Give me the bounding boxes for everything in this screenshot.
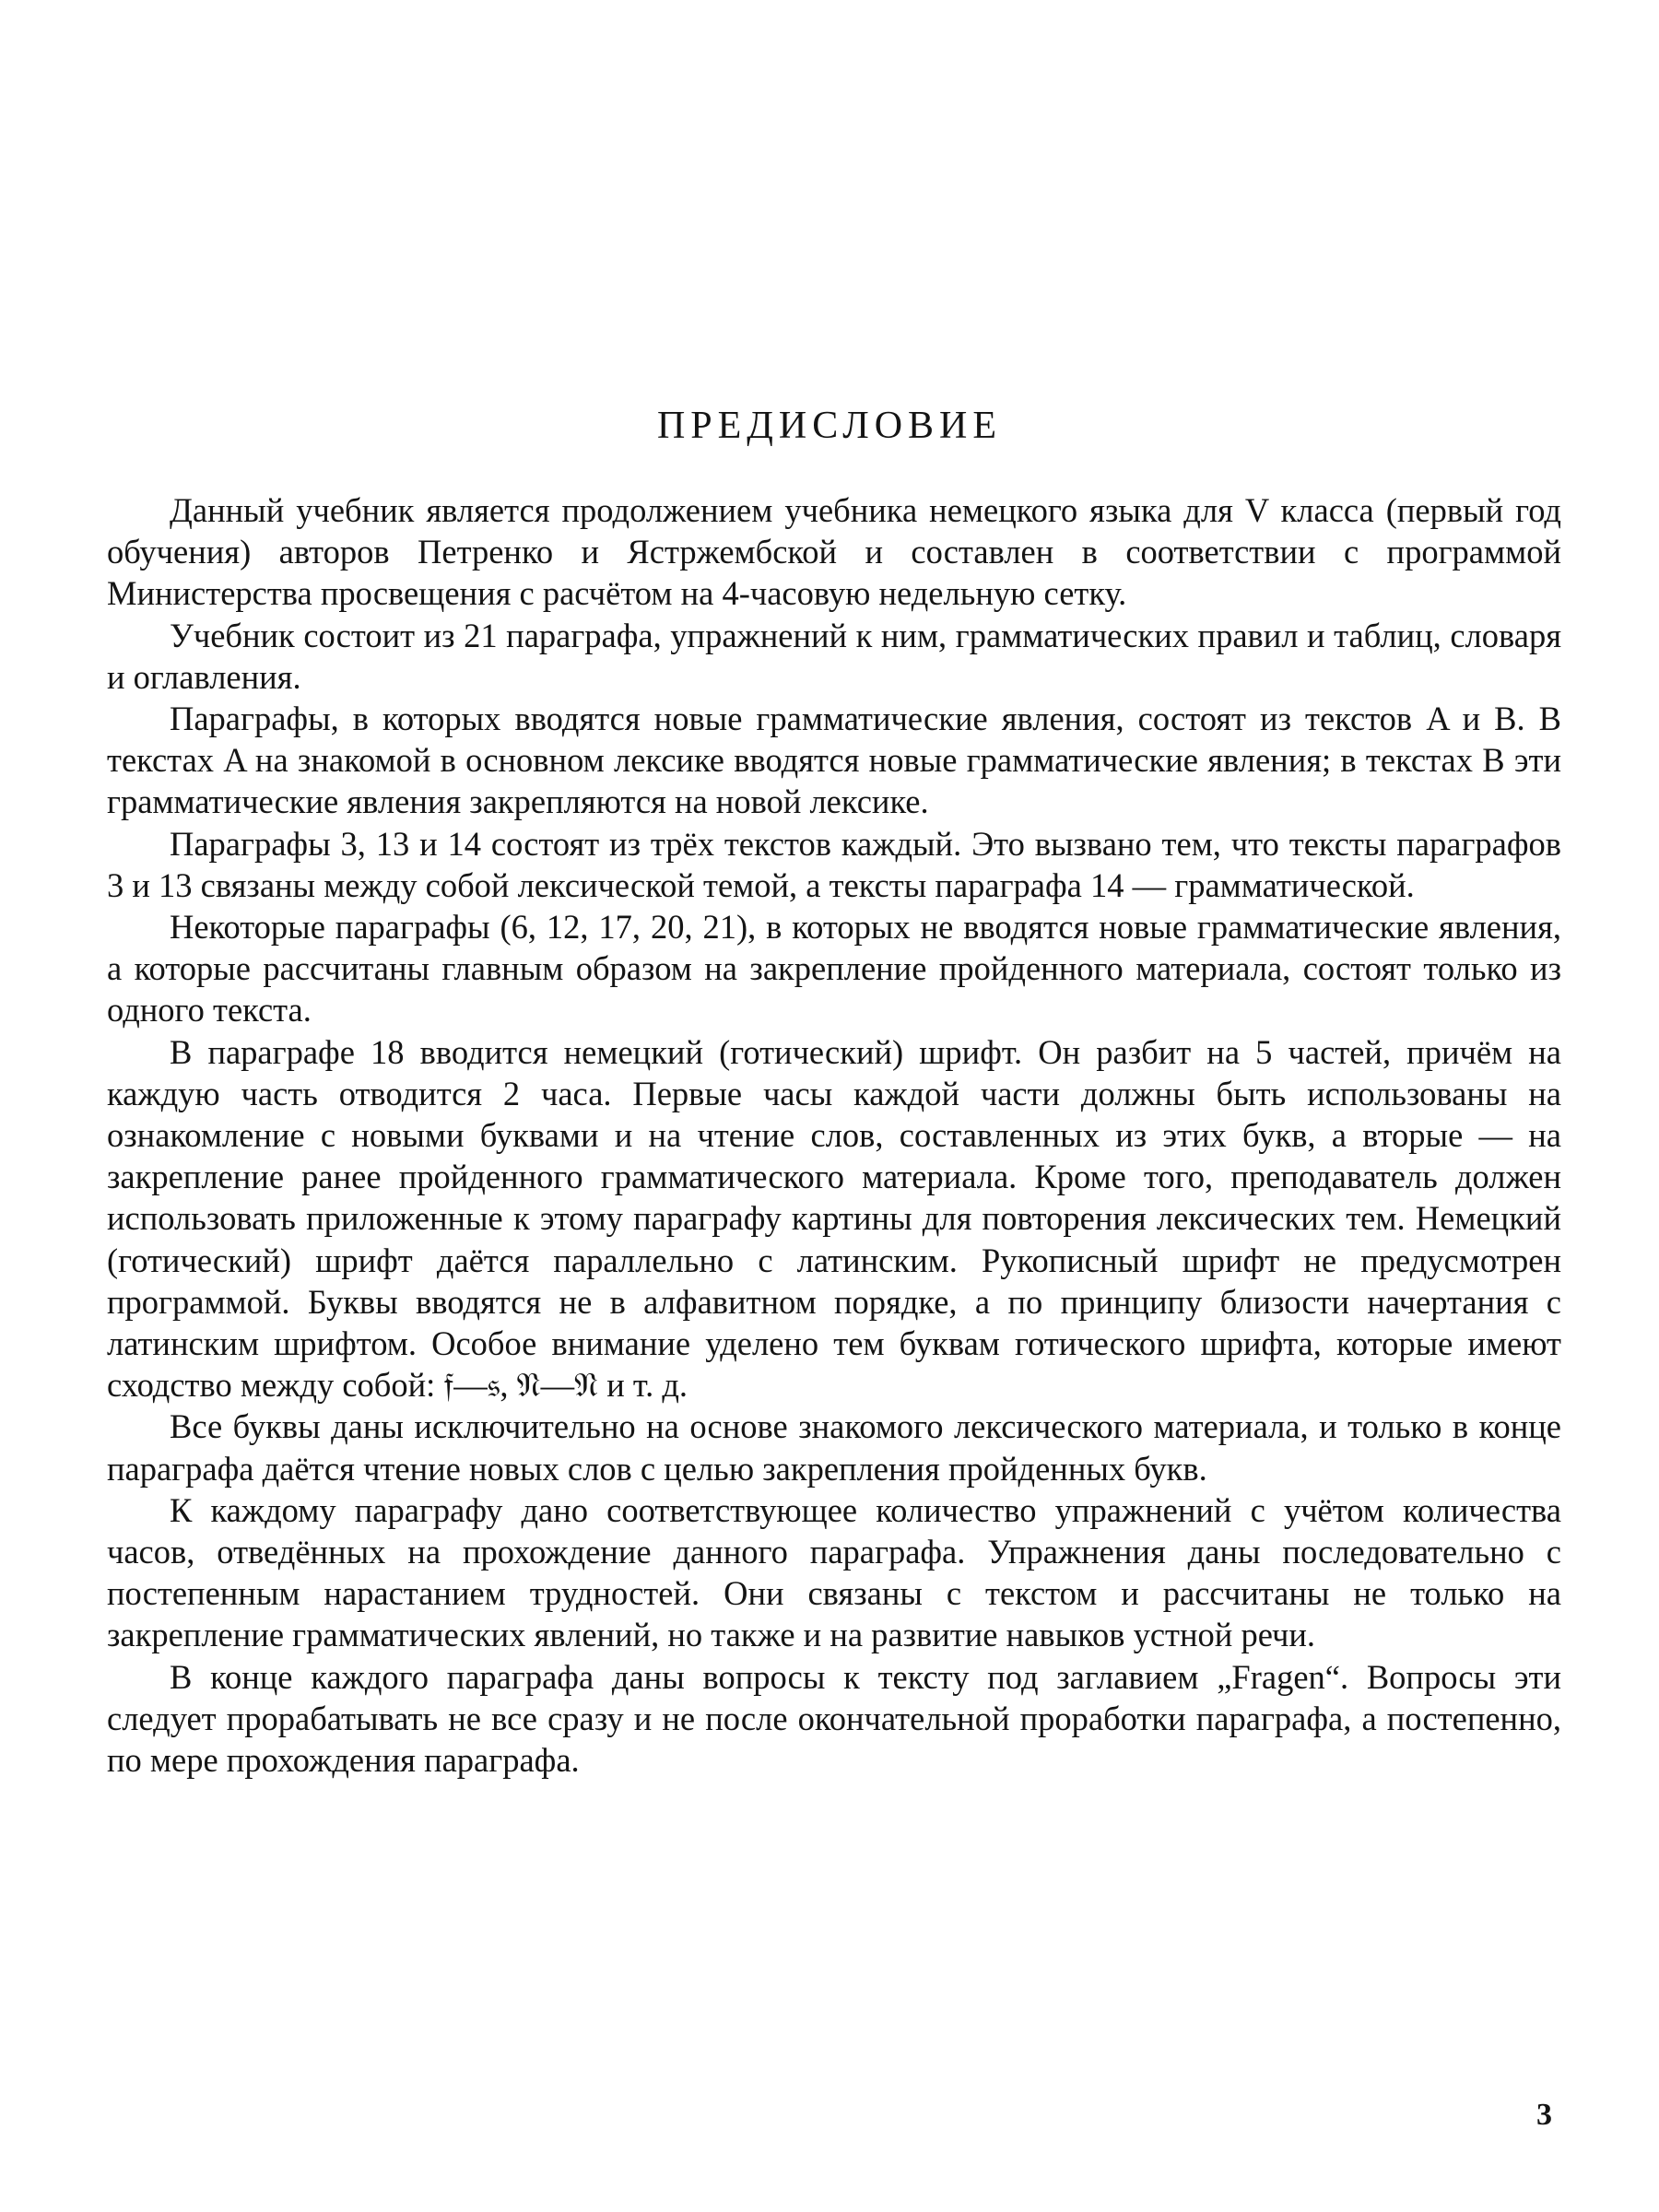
paragraph: Параграфы 3, 13 и 14 состоят из трёх текстов каждый. Это вызвано тем, что тексты параграфов 3 и 13 связаны между собой лексической темой, а тексты параграфа 14 — грамматической. bbox=[107, 824, 1561, 904]
paragraph: В параграфе 18 вводится немецкий (готический) шрифт. Он разбит на 5 частей, причём на каждую часть отводится 2 часа. Первые часы каждой части должны быть использованы на ознакомление с новыми буквами и на чтение слов, составленных из этих букв, а вторые — на закрепление ранее пройденного грамматического материала. Кроме того, преподаватель должен использовать приложенные к этому параграфу картины для повторения лексических тем. Немецкий (готический) шрифт даётся параллельно с латинским. Рукописный шрифт не предусмотрен программой. Буквы вводятся не в алфавитном порядке, а по принципу близости начертания с латинским шрифтом. Особое внимание уделено тем буквам готического шрифта, которые имеют сходство между собой: 𝔣—𝔰, 𝔑—𝔑 и т. д. bbox=[107, 1032, 1561, 1405]
paragraph: К каждому параграфу дано соответствующее количество упражнений с учётом количества часов, отведённых на прохождение данного параграфа. Упражнения даны последовательно с постепенным нарастанием трудностей. Они связаны с текстом и рассчитаны не только на закрепление грамматических явлений, но также и на развитие навыков устной речи. bbox=[107, 1490, 1561, 1654]
preface-body bbox=[107, 489, 1561, 1781]
paragraph: Данный учебник является продолжением учебника немецкого языка для V класса (первый год обучения) авторов Петренко и Ястржембской и составлен в соответствии с программой Министерства просвещения с расчётом на 4-часовую недельную сетку. bbox=[107, 491, 1561, 613]
paragraph: Все буквы даны исключительно на основе знакомого лексического материала, и только в конце параграфа даётся чтение новых слов с целью закрепления пройденных букв. bbox=[107, 1407, 1561, 1488]
paragraph: В конце каждого параграфа даны вопросы к тексту под заглавием „Fragen“. Вопросы эти следует прорабатывать не все сразу и не после окончательной проработки параграфа, а постепенно, по мере прохождения параграфа. bbox=[107, 1657, 1561, 1780]
paragraph: Некоторые параграфы (6, 12, 17, 20, 21), в которых не вводятся новые грамматические явления, а которые рассчитаны главным образом на закрепление пройденного материала, состоят только из одного текста. bbox=[107, 908, 1561, 1030]
paragraph: Параграфы, в которых вводятся новые грамматические явления, состоят из текстов A и B. В текстах A на знакомой в основном лексике вводятся новые грамматические явления; в текстах B эти грамматические явления закрепляются на новой лексике. bbox=[107, 700, 1561, 821]
page-heading: ПРЕДИСЛОВИЕ bbox=[656, 405, 1003, 447]
page-number: 3 bbox=[1536, 2098, 1552, 2132]
paragraph: Учебник состоит из 21 параграфа, упражнений к ним, грамматических правил и таблиц, словаря и оглавления. bbox=[107, 616, 1561, 696]
